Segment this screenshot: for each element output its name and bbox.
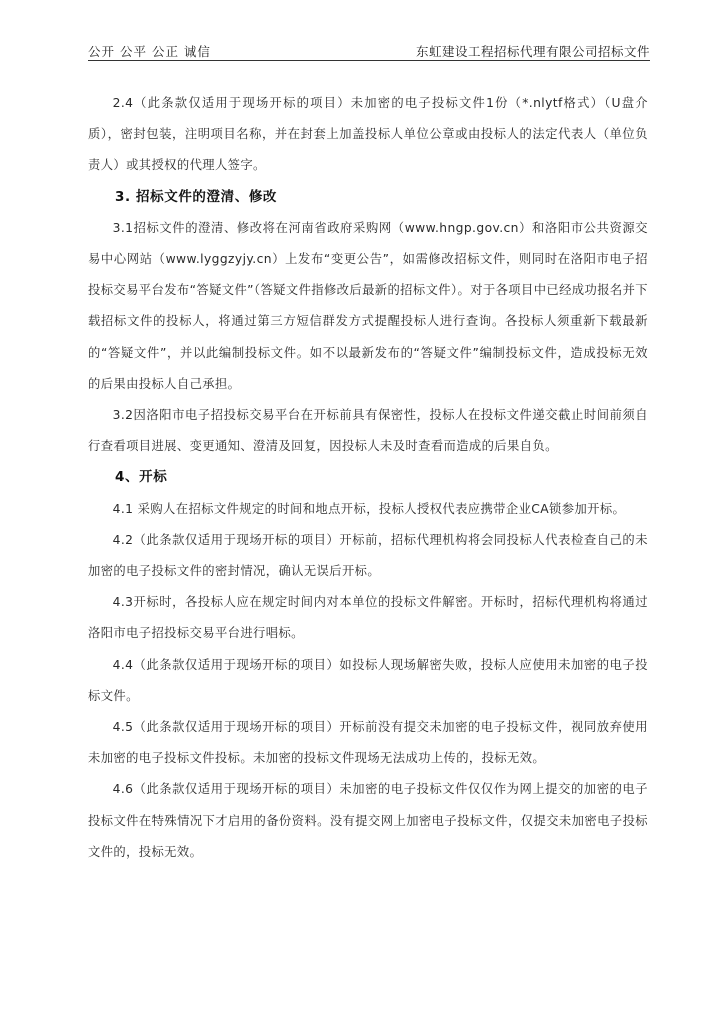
paragraph-4-1: 4.1 采购人在招标文件规定的时间和地点开标，投标人授权代表应携带企业CA锁参加开标。 <box>112 501 626 516</box>
paragraph-2-4: 2.4（此条款仅适用于现场开标的项目）未加密的电子投标文件1份（*.nlytf格式）（U盘介质），密封包装，注明项目名称，并在封套上加盖投标人单位公章或由投标人的法定代表人（单位负责人）或其授权的代理人签字。 <box>88 96 648 173</box>
paragraph-4-2: 4.2（此条款仅适用于现场开标的项目）开标前，招标代理机构将会同投标人代表检查自己的未加密的电子投标文件的密封情况，确认无误后开标。 <box>88 532 648 579</box>
paragraph-4-4: 4.4（此条款仅适用于现场开标的项目）如投标人现场解密失败，投标人应使用未加密的电子投标文件。 <box>88 657 648 703</box>
header-motto: 公开 公平 公正 诚信 <box>88 44 211 59</box>
section-heading-3: 3. 招标文件的澄清、修改 <box>115 188 278 205</box>
paragraph-4-6: 4.6（此条款仅适用于现场开标的项目）未加密的电子投标文件仅仅作为网上提交的加密的电子投标文件在特殊情况下才启用的备份资料。没有提交网上加密电子投标文件，仅提交未加密电子投标文件的，投标无效。 <box>88 782 648 859</box>
page-header <box>88 40 650 61</box>
section-heading-4: 4、开标 <box>115 469 168 486</box>
paragraph-3-1: 3.1招标文件的澄清、修改将在河南省政府采购网（www.hngp.gov.cn）和洛阳市公共资源交易中心网站（www.lyggzyjy.cn）上发布“变更公告”，如需修改招标文件，则同时在洛阳市电子招投标交易平台发布“答疑文件”（答疑文件指修改后最新的招标文件）。对于各项目中已经成功报名并下载招标文件的投标人，将通过第三方短信群发方式提醒投标人进行查询。各投标人须重新下载最新的“答疑文件”，并以此编制投标文件。如不以最新发布的“答疑文件”编制投标文件，造成投标无效的后果由投标人自己承担。 <box>88 220 648 391</box>
paragraph-4-5: 4.5（此条款仅适用于现场开标的项目）开标前没有提交未加密的电子投标文件，视同放弃使用未加密的电子投标文件投标。未加密的投标文件现场无法成功上传的，投标无效。 <box>88 720 648 766</box>
document-body <box>88 88 648 868</box>
header-company-title: 东虹建设工程招标代理有限公司招标文件 <box>415 44 650 59</box>
paragraph-3-2: 3.2因洛阳市电子招投标交易平台在开标前具有保密性，投标人在投标文件递交截止时间前须自行查看项目进展、变更通知、澄清及回复，因投标人未及时查看而造成的后果自负。 <box>88 408 648 454</box>
paragraph-4-3: 4.3开标时，各投标人应在规定时间内对本单位的投标文件解密。开标时，招标代理机构将通过洛阳市电子招投标交易平台进行唱标。 <box>88 595 648 641</box>
